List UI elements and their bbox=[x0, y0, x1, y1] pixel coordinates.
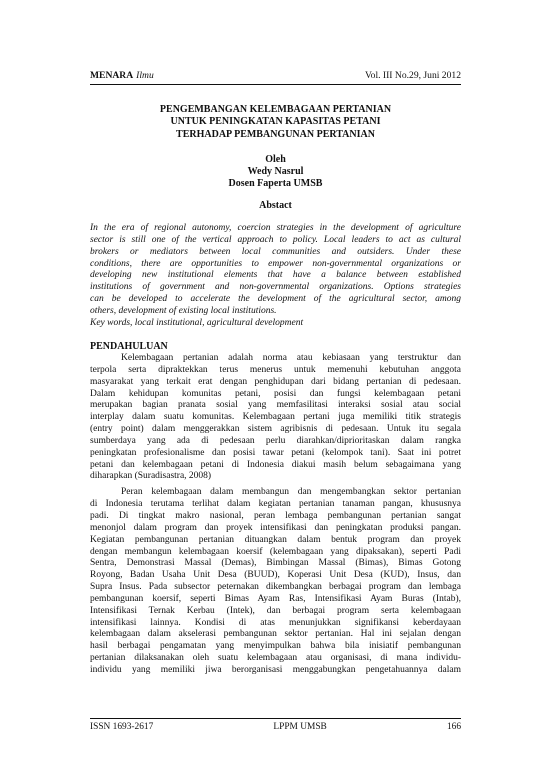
section-heading: PENDAHULUAN bbox=[90, 341, 168, 352]
page-number: 166 bbox=[446, 722, 461, 732]
title-line: UNTUK PENINGKATAN KAPASITAS PETANI bbox=[170, 116, 381, 128]
paragraph-line: pertanian dilaksanakan oleh suatu kelembagaan atau organisasi, di mana individu- bbox=[90, 653, 461, 664]
abstract-heading: Abstact bbox=[259, 200, 292, 211]
paragraph-line: merupakan bagian pranata sosial yang memfasilitasi interaksi sosial atau social bbox=[90, 400, 461, 411]
abstract-body bbox=[90, 223, 461, 330]
volume-info: Vol. III No.29, Juni 2012 bbox=[364, 70, 461, 81]
paragraph bbox=[90, 353, 461, 483]
abstract-line: In the era of regional autonomy, coercion strategies in the development of agriculture bbox=[90, 223, 461, 233]
paragraph-line: petani dan kelembagaan petani di Indonesia diakui masih belum sebagaimana yang bbox=[90, 459, 461, 470]
paragraph-line: intensifikasi lainnya. Kondisi di atas menunjukkan signifikansi keberdayaan bbox=[90, 617, 461, 628]
title-line: PENGEMBANGAN KELEMBAGAAN PERTANIAN bbox=[159, 104, 392, 115]
paragraph bbox=[90, 487, 461, 677]
paragraph-line: masyarakat yang terkait erat dengan penghidupan dari bidang pertanian di pedesaan. bbox=[90, 376, 461, 387]
abstract-line: sector is still one of the vertical approach to policy. Local leaders to act as cultural bbox=[90, 234, 461, 245]
paragraph-line: hasil berbagai pengamatan yang menyimpulkan bahwa bila inisiatif pembangunan bbox=[90, 641, 461, 652]
abstract-line: developing new institutional elements that have a balance between established bbox=[90, 270, 461, 281]
article-title bbox=[90, 104, 461, 141]
paragraph-line: Kelembagaan pertanian adalah norma atau kebiasaan yang terstruktur dan bbox=[121, 353, 461, 363]
paragraph-line: Supra Insus. Pada subsector peternakan dikembangkan berbagai program dan lembaga bbox=[90, 582, 461, 593]
paragraph-line: Royong, Badan Usaha Unit Desa (BUUD), Koperasi Unit Desa (KUD), Insus, dan bbox=[90, 570, 461, 581]
abstract-line: institutions of government and non-governmental organizations. Options strategies bbox=[90, 282, 461, 293]
paragraph-line: interplay dalam suatu komunitas. Kelembagaan pertani juga memiliki titik strategis bbox=[90, 412, 461, 423]
body-text bbox=[90, 353, 461, 677]
paragraph-line: kelembagaan dalam akselerasi pembangunan sektor pertanian. Hal ini sejalan dengan bbox=[90, 629, 461, 640]
paragraph-line: terpola serta dipraktekkan terus menerus untuk memenuhi kebutuhan anggota bbox=[90, 364, 461, 375]
paragraph-line: dengan membangun kelembagaan koersif (kelembagaan yang dipaksakan), seperti Padi bbox=[90, 546, 461, 557]
publisher: LPPM UMSB bbox=[273, 722, 327, 732]
author-affiliation: Dosen Faperta UMSB bbox=[228, 177, 323, 189]
abstract-keywords: Key words, local institutional, agricultural development bbox=[90, 317, 304, 328]
paragraph-line: sumberdaya yang ada di pedesaan perlu diarahkan/diprioritaskan dalam rangka bbox=[90, 435, 461, 446]
paragraph-line: (entry point) dalam menggerakkan sistem agribisnis di pedesaan. Untuk itu segala bbox=[90, 424, 461, 435]
paragraph-line: padi. Di tingkat makro nasional, peran lembaga pembangunan pertanian sangat bbox=[90, 510, 461, 521]
journal-name: MENARA bbox=[90, 70, 134, 81]
paragraph-line: di Indonesia terutama terlihat dalam kegiatan pertanian tanaman pangan, khususnya bbox=[90, 499, 461, 510]
running-footer bbox=[90, 718, 461, 733]
paragraph-line: peningkatan profesionalisme dan posisi tawar petani (kelompok tani). Saat ini potret bbox=[90, 447, 461, 458]
paragraph-line: menonjol dalam program dan proyek intensifikasi dan peningkatan produksi pangan. bbox=[90, 522, 461, 533]
paragraph-line: Kegiatan pembangunan pertanian dituangkan dalam bentuk program dan proyek bbox=[90, 534, 461, 545]
abstract-line: can be developed to accelerate the development of the agricultural sector, among bbox=[90, 294, 461, 305]
paragraph-line: Peran kelembagaan dalam membangun dan mengembangkan sektor pertanian bbox=[121, 487, 461, 498]
author-name: Wedy Nasrul bbox=[247, 165, 304, 177]
journal-title bbox=[90, 70, 154, 81]
title-line: TERHADAP PEMBANGUNAN PERTANIAN bbox=[176, 128, 375, 140]
paragraph-line: pembangunan koersif, seperti Bimas Ayam Ras, Intensifikasi Ayam Buras (Intab), bbox=[90, 593, 461, 604]
paragraph-line: Dalam kehidupan komunitas petani, posisi dan fungsi kelembagaan petani bbox=[90, 388, 461, 399]
issn: ISSN 1693-2617 bbox=[90, 722, 154, 732]
paragraph-line: Intensifikasi Ternak Kerbau (Intek), dan berbagai program serta kelembagaan bbox=[90, 605, 461, 616]
paragraph-line: diharapkan (Suradisastra, 2008) bbox=[90, 471, 212, 482]
journal-subtitle: Ilmu bbox=[136, 70, 154, 81]
author-by-label: Oleh bbox=[265, 154, 286, 165]
abstract-line: others, development of existing local institutions. bbox=[90, 305, 277, 316]
paragraph-line: individu yang memiliki jiwa berorganisasi menggabungkan pengetahuannya dalam bbox=[90, 664, 461, 675]
abstract-line: brokers or mediators between local communities and outsiders. Under these bbox=[90, 246, 461, 257]
abstract-line: conditions, there are opportunities to empower non-governmental organizations or bbox=[90, 258, 461, 269]
paragraph-line: Sentra, Demonstrasi Massal (Demas), Bimbingan Massal (Bimas), Bimas Gotong bbox=[90, 558, 461, 569]
running-header bbox=[90, 70, 461, 85]
author-block bbox=[90, 154, 461, 190]
